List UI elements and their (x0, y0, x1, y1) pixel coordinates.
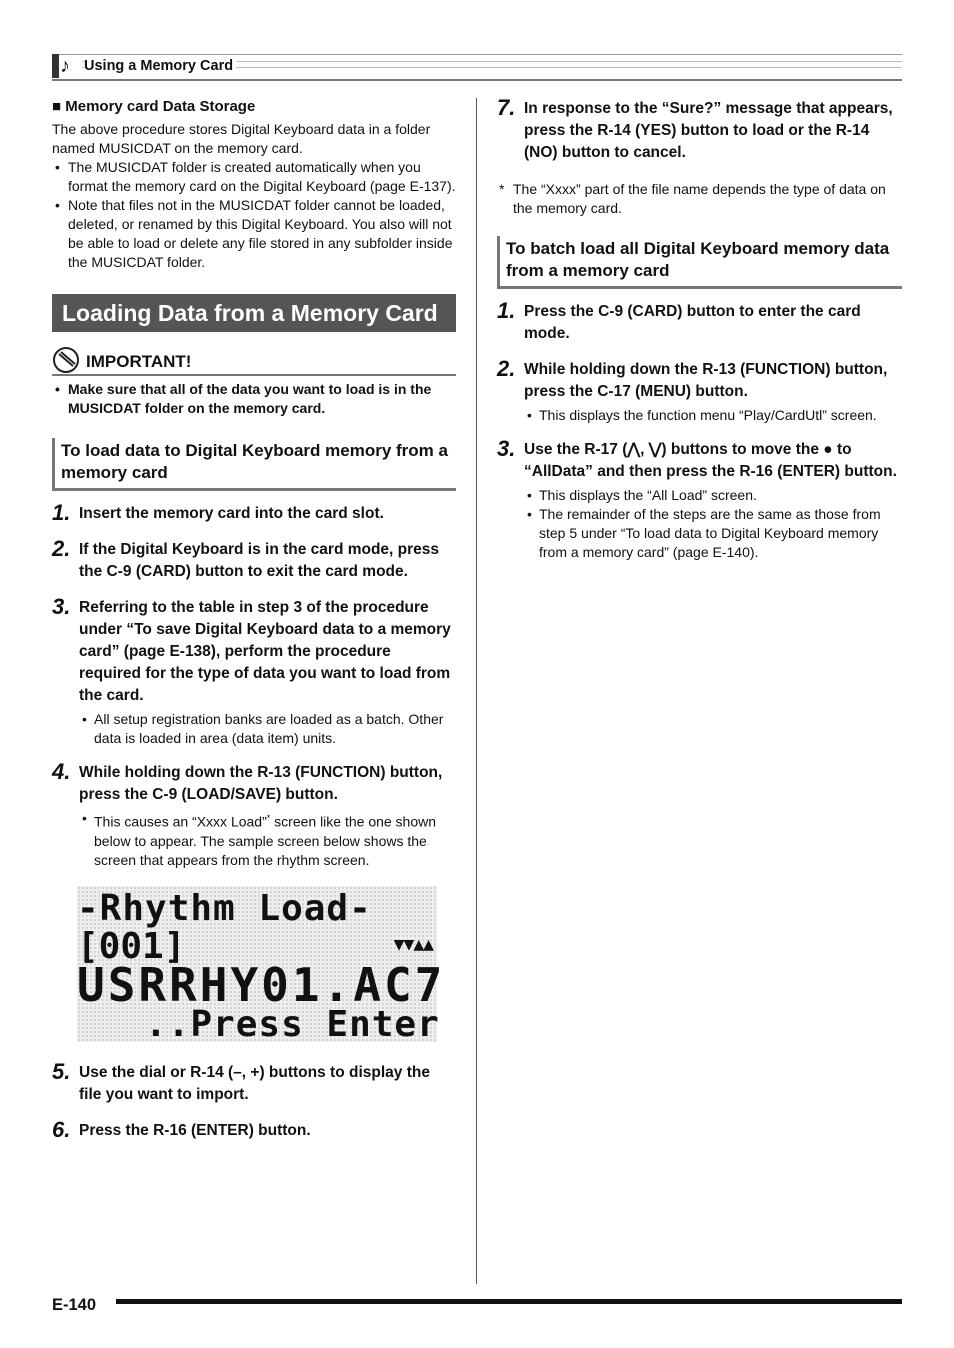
list-item: • This displays the function menu “Play/CardUtl” screen. (524, 406, 902, 425)
step (52, 1058, 456, 1106)
step-text: While holding down the R-13 (FUNCTION) button, press the C-17 (MENU) button. (524, 361, 888, 400)
important-label: IMPORTANT! (86, 352, 192, 371)
footnote-mark: * (266, 813, 271, 823)
list-item: • This displays the “All Load” screen. (524, 486, 902, 505)
list-item: • All setup registration banks are loaded as a batch. Other data is loaded in area (data item) units. (79, 710, 456, 748)
page-number: E-140 (52, 1296, 97, 1314)
step-number: 5. (52, 1058, 71, 1084)
step-text: If the Digital Keyboard is in the card mode, press the C-9 (CARD) button to exit the card mode. (79, 541, 440, 580)
step-number: 2. (497, 356, 516, 381)
step (52, 594, 456, 748)
bullet-text: This causes an “Xxxx Load” (94, 813, 267, 830)
step-number: 6. (52, 1116, 71, 1142)
step-number: 3. (52, 594, 71, 619)
music-note-icon: ♪ (60, 55, 70, 77)
step-text: Press the R-16 (ENTER) button. (79, 1121, 311, 1139)
step-number: 2. (52, 536, 71, 561)
step-bullets (79, 710, 456, 748)
step-number: 4. (52, 759, 71, 784)
list-item: • Note that files not in the MUSICDAT folder cannot be loaded, deleted, or renamed by this Digital Keyboard. You also will not be able to load or delete any file stored in any subfolder inside the MUSICDAT folder. (52, 196, 456, 272)
step-text: Press the C-9 (CARD) button to enter the card mode. (524, 303, 861, 342)
step (52, 536, 456, 583)
list-item (79, 809, 456, 870)
step (497, 356, 902, 425)
important-icon (52, 346, 80, 379)
running-header (52, 54, 902, 80)
step (497, 298, 902, 345)
step-bullets (524, 406, 902, 425)
left-column (52, 98, 456, 1142)
column-divider (476, 98, 477, 1284)
step-bullets (79, 809, 456, 870)
step (52, 500, 456, 525)
step-number: 1. (497, 298, 516, 323)
lcd-line: ..Press Enter (77, 1003, 440, 1045)
lcd-line: -Rhythm Load- (77, 887, 372, 929)
important-bullets (52, 380, 456, 418)
header-tab (52, 54, 59, 78)
header-title: Using a Memory Card (84, 58, 236, 74)
step-number: 7. (497, 95, 516, 120)
step (52, 1116, 456, 1142)
step-text: Referring to the table in step 3 of the procedure under “To save Digital Keyboard data to a memory card” (page E-138), perform the procedure required for the type of data you want to load from the card. (79, 599, 451, 704)
step-number: 3. (497, 436, 516, 461)
storage-bullets (52, 158, 456, 272)
section-banner: Loading Data from a Memory Card (52, 294, 456, 332)
footer-rule (116, 1299, 902, 1304)
step-bullets (524, 486, 902, 562)
important-heading (52, 346, 456, 376)
step-text: Use the R-17 (⋀, ⋁) buttons to move the ● to “AllData” and then press the R-16 (ENTER) button. (524, 441, 897, 480)
lcd-screen-image (77, 886, 446, 1045)
list-item: • The remainder of the steps are the same as those from step 5 under “To load data to Digital Keyboard memory from a memory card” (page E-140). (524, 505, 902, 562)
list-item: • Make sure that all of the data you want to load is in the MUSICDAT folder on the memory card. (52, 380, 456, 418)
lcd-arrows-icon: ▼▼▲▲ (393, 933, 433, 955)
storage-intro: The above procedure stores Digital Keyboard data in a folder named MUSICDAT on the memory card. (52, 121, 431, 156)
step-text: While holding down the R-13 (FUNCTION) button, press the C-9 (LOAD/SAVE) button. (79, 764, 443, 803)
step-text: Insert the memory card into the card slot. (79, 505, 384, 522)
procedure-title: To batch load all Digital Keyboard memory data from a memory card (497, 236, 902, 289)
step (497, 436, 902, 562)
list-item: • The MUSICDAT folder is created automatically when you format the memory card on the Digital Keyboard (page E-137). (52, 158, 456, 196)
procedure-title: To load data to Digital Keyboard memory from a memory card (52, 438, 456, 491)
storage-title: ■ Memory card Data Storage (52, 98, 256, 115)
step-text: In response to the “Sure?” message that appears, press the R-14 (YES) button to load or the R-14 (NO) button to cancel. (524, 100, 893, 161)
step (497, 95, 902, 164)
step (52, 759, 456, 870)
footnote (497, 180, 902, 218)
bullet-text: screen like the one shown below to appear. The sample screen below shows the screen that appears from the rhythm screen. (94, 813, 437, 868)
footnote-text: The “Xxxx” part of the file name depends the type of data on the memory card. (513, 181, 886, 216)
step-text: Use the dial or R-14 (–, +) buttons to display the file you want to import. (79, 1063, 430, 1103)
step-number: 1. (52, 500, 71, 525)
lcd-line: [001] (77, 925, 186, 967)
right-column (497, 95, 902, 562)
asterisk-mark: * (499, 181, 505, 197)
lcd-line: USRRHY01.AC7 (77, 957, 446, 1012)
